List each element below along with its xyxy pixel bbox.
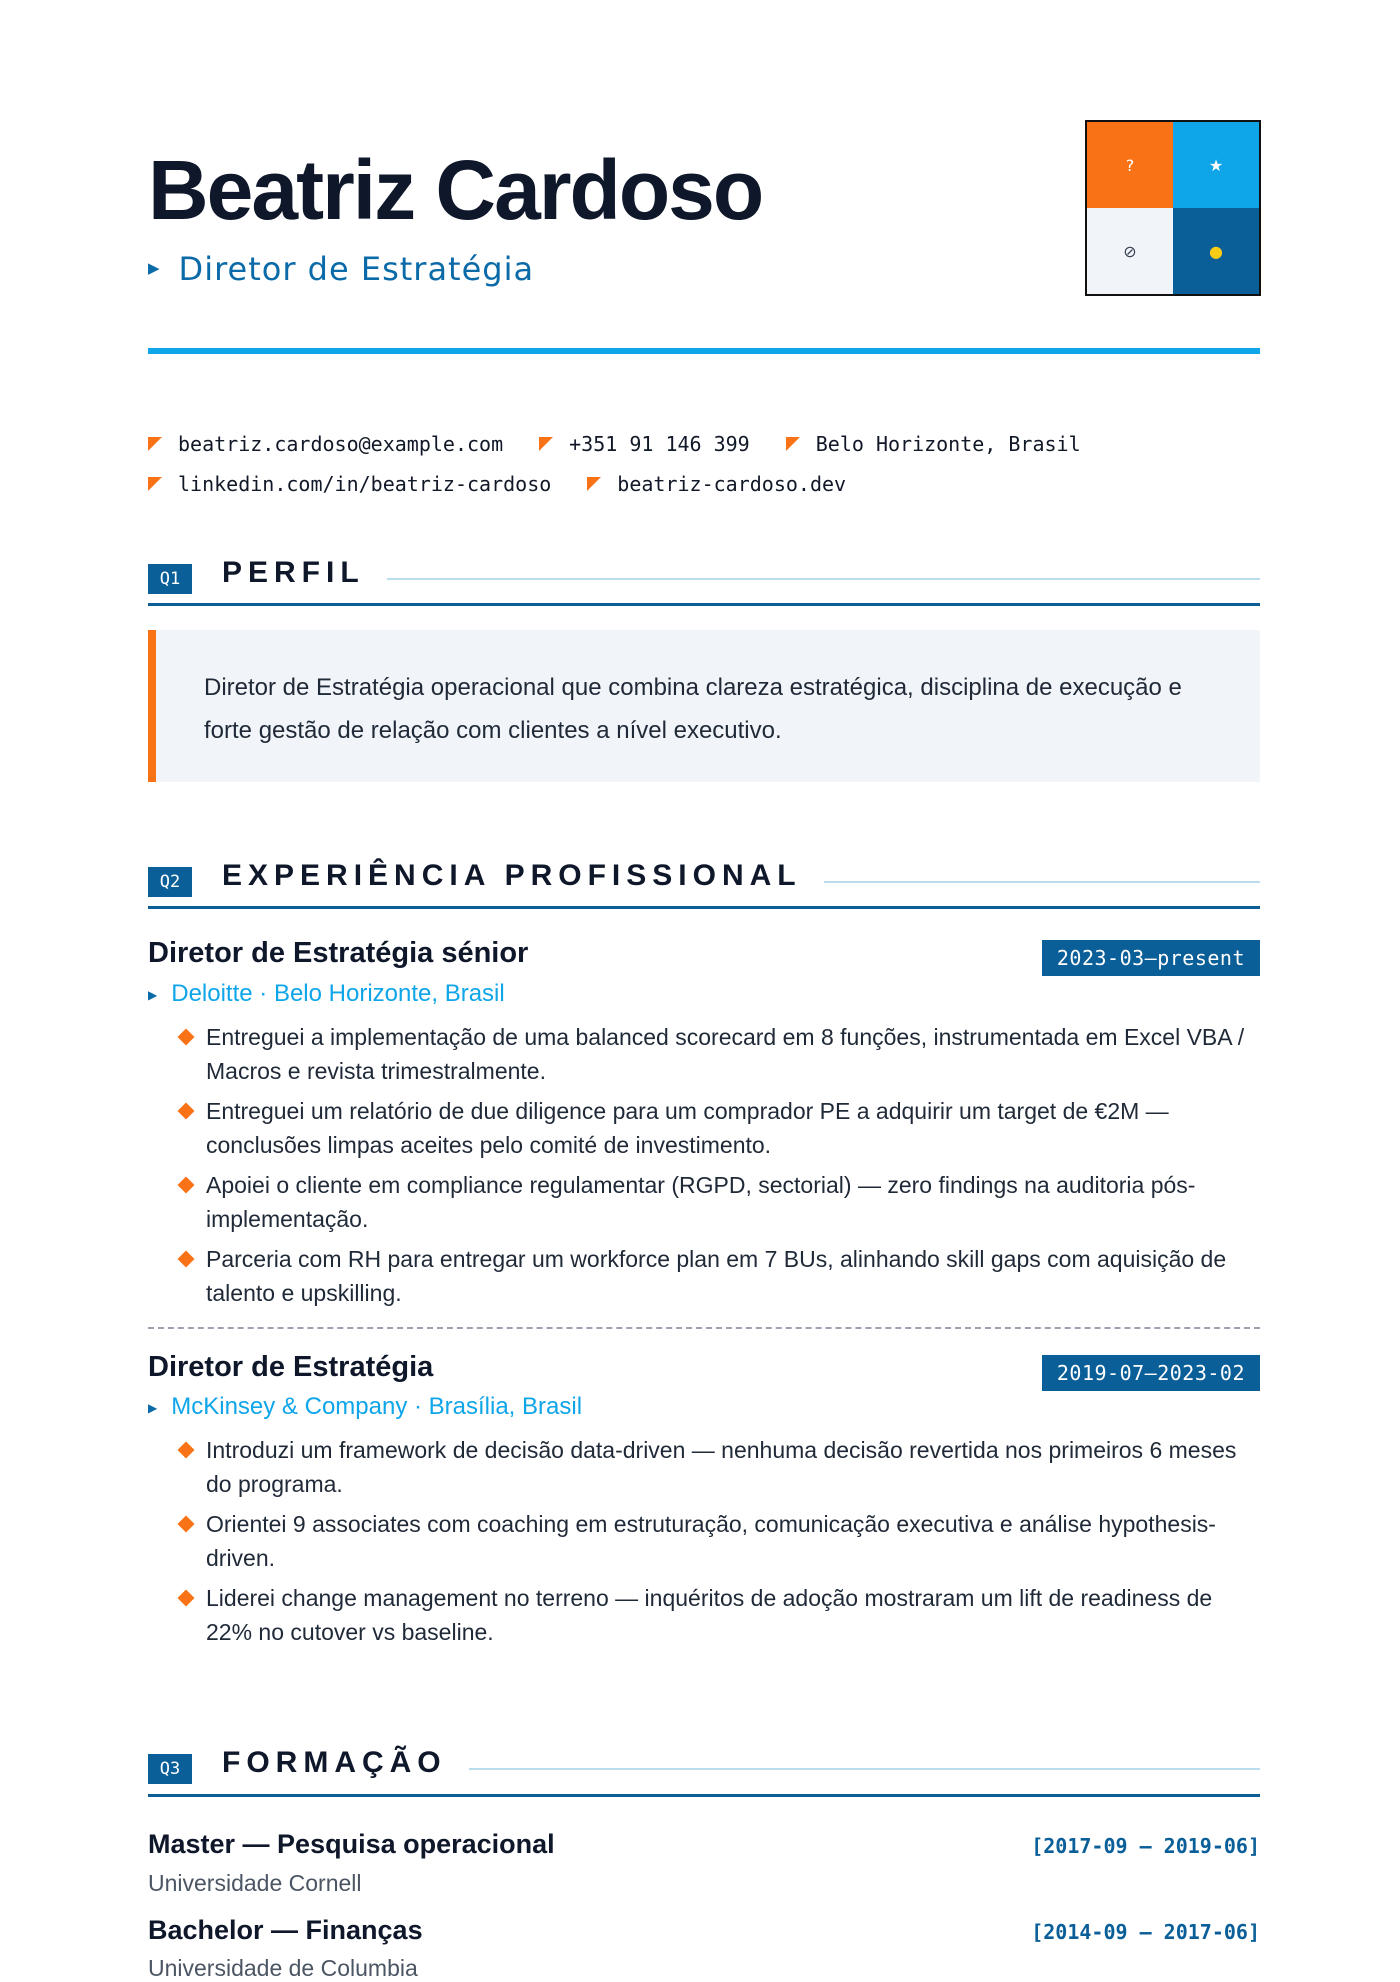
education-degree: Bachelor — Finanças xyxy=(148,1915,423,1945)
job-bullet xyxy=(178,1168,1260,1236)
job-separator xyxy=(148,1327,1260,1329)
contact-location xyxy=(786,432,1081,456)
section-rule xyxy=(148,906,1260,909)
job-bullets xyxy=(178,1433,1260,1655)
job-bullet-text: Apoiei o cliente em compliance regulamentar (RGPD, sectorial) — zero findings na auditoria pós-implementação. xyxy=(206,1172,1196,1232)
job-bullet-text: Liderei change management no terreno — inquéritos de adoção mostraram um lift de readiness de 22% no cutover vs baseline. xyxy=(206,1585,1213,1645)
diamond-bullet-icon xyxy=(178,1251,195,1268)
section-title: PERFIL xyxy=(222,550,387,596)
section-thin-rule xyxy=(468,1768,1260,1770)
diamond-bullet-icon xyxy=(178,1590,195,1607)
job-bullet xyxy=(178,1094,1260,1162)
candidate-name: Beatriz Cardoso xyxy=(148,143,763,237)
contact-row xyxy=(148,464,1260,504)
corner-marker-icon xyxy=(539,437,553,451)
diamond-bullet-icon xyxy=(178,1442,195,1459)
education-school: Universidade de Columbia xyxy=(148,1955,418,1981)
section-number: Q3 xyxy=(148,1754,192,1784)
candidate-title xyxy=(148,250,534,288)
section-header-experience xyxy=(148,853,1260,899)
education-dates: [2017-09 – 2019-06] xyxy=(1031,1834,1260,1858)
badge-cell-star xyxy=(1173,122,1259,208)
job-bullet xyxy=(178,1507,1260,1575)
phone-text[interactable]: +351 91 146 399 xyxy=(569,432,750,456)
email-text[interactable]: beatriz.cardoso@example.com xyxy=(178,432,504,456)
profile-summary: Diretor de Estratégia operacional que combina clareza estratégica, disciplina de execução e forte gestão de relação com clientes a nível executivo. xyxy=(148,630,1260,782)
triangle-bullet-icon: ▶ xyxy=(148,988,158,1002)
job-bullets xyxy=(178,1020,1260,1316)
job-bullet xyxy=(178,1020,1260,1088)
prohibited-icon: ⊘ xyxy=(1123,241,1137,261)
job-bullet xyxy=(178,1242,1260,1310)
badge-grid xyxy=(1085,120,1261,296)
education-school: Universidade Cornell xyxy=(148,1870,362,1896)
job-bullet-text: Parceria com RH para entregar um workforce plan em 7 BUs, alinhando skill gaps com aquisição de talento e upskilling. xyxy=(206,1246,1227,1306)
section-number: Q2 xyxy=(148,867,192,897)
candidate-title-text: Diretor de Estratégia xyxy=(178,250,535,288)
section-title: FORMAÇÃO xyxy=(222,1740,469,1786)
job-bullet xyxy=(178,1433,1260,1501)
contact-list xyxy=(148,424,1260,504)
education-dates: [2014-09 – 2017-06] xyxy=(1031,1920,1260,1944)
star-icon: ★ xyxy=(1208,155,1224,175)
section-title: EXPERIÊNCIA PROFISSIONAL xyxy=(222,853,824,899)
diamond-bullet-icon xyxy=(178,1516,195,1533)
triangle-bullet-icon: ▶ xyxy=(148,259,161,277)
corner-marker-icon xyxy=(587,477,601,491)
header-divider xyxy=(148,348,1260,354)
corner-marker-icon xyxy=(148,437,162,451)
job-company-text: McKinsey & Company · Brasília, Brasil xyxy=(171,1393,583,1420)
linkedin-link[interactable]: linkedin.com/in/beatriz-cardoso xyxy=(178,472,552,496)
diamond-bullet-icon xyxy=(178,1177,195,1194)
diamond-bullet-icon xyxy=(178,1103,195,1120)
badge-cell-prohibited xyxy=(1087,208,1173,294)
job-title: Diretor de Estratégia xyxy=(148,1351,434,1383)
section-number: Q1 xyxy=(148,564,192,594)
contact-phone[interactable] xyxy=(539,432,750,456)
job-company xyxy=(148,980,505,1008)
job-dates: 2019-07–2023-02 xyxy=(1042,1355,1260,1391)
job-company xyxy=(148,1393,582,1421)
contact-linkedin[interactable] xyxy=(148,472,551,496)
contact-website[interactable] xyxy=(587,472,846,496)
section-thin-rule xyxy=(818,881,1260,883)
contact-email[interactable] xyxy=(148,432,503,456)
corner-marker-icon xyxy=(148,477,162,491)
badge-cell-question xyxy=(1087,122,1173,208)
website-link[interactable]: beatriz-cardoso.dev xyxy=(617,472,847,496)
education-degree: Master — Pesquisa operacional xyxy=(148,1829,555,1859)
diamond-bullet-icon xyxy=(178,1029,195,1046)
job-bullet-text: Entreguei um relatório de due diligence para um comprador PE a adquirir um target de €2M — conclusões limpas aceites pelo comité de investimento. xyxy=(206,1098,1169,1158)
job-bullet xyxy=(178,1581,1260,1649)
triangle-bullet-icon: ▶ xyxy=(148,1401,158,1415)
job-title: Diretor de Estratégia sénior xyxy=(148,937,529,969)
section-header-education xyxy=(148,1740,1260,1786)
section-rule xyxy=(148,603,1260,606)
contact-row xyxy=(148,424,1260,464)
job-bullet-text: Introduzi um framework de decisão data-driven — nenhuma decisão revertida nos primeiros 6 meses do programa. xyxy=(206,1437,1237,1497)
question-icon: ? xyxy=(1125,155,1135,175)
job-dates: 2023-03–present xyxy=(1042,940,1260,976)
location-text: Belo Horizonte, Brasil xyxy=(815,432,1081,456)
corner-marker-icon xyxy=(786,437,800,451)
job-bullet-text: Orientei 9 associates com coaching em estruturação, comunicação executiva e análise hypothesis-driven. xyxy=(206,1511,1216,1571)
section-rule xyxy=(148,1794,1260,1797)
section-thin-rule xyxy=(378,578,1260,580)
badge-cell-medal xyxy=(1173,208,1259,294)
section-header-profile xyxy=(148,550,1260,596)
job-company-text: Deloitte · Belo Horizonte, Brasil xyxy=(171,980,505,1007)
job-bullet-text: Entreguei a implementação de uma balanced scorecard em 8 funções, instrumentada em Excel VBA / Macros e revista trimestralmente. xyxy=(206,1024,1245,1084)
medal-icon: ● xyxy=(1209,241,1223,261)
